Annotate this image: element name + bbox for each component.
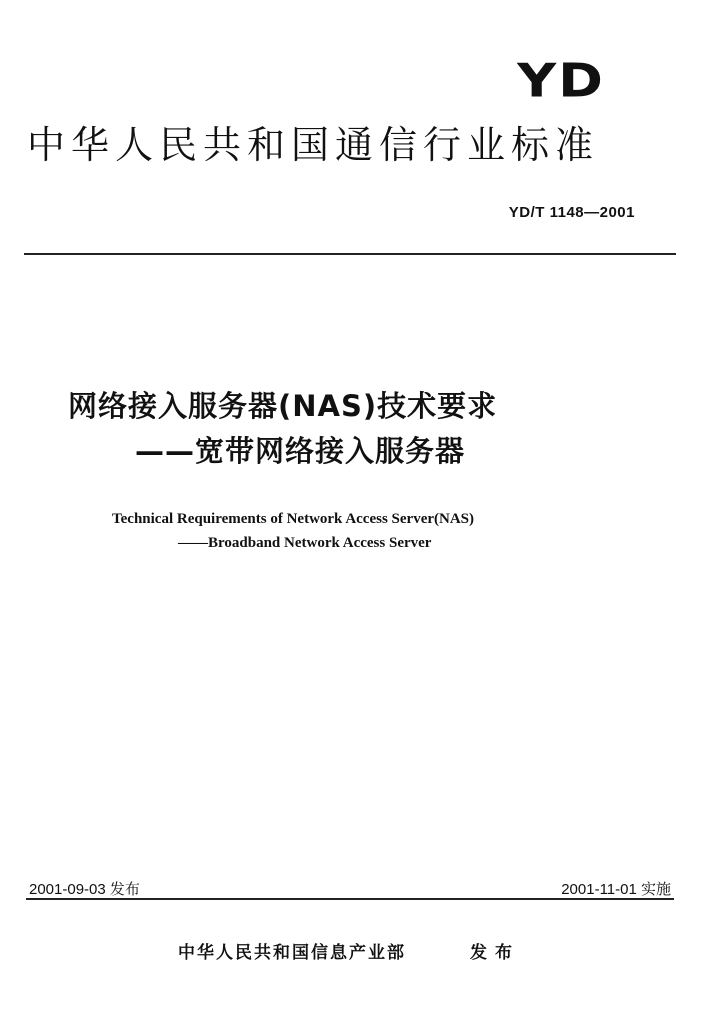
footer-divider (26, 898, 674, 900)
chinese-title-line-1: 网络接入服务器(NAS)技术要求 (68, 389, 498, 423)
publish-label: 发布 (470, 943, 520, 963)
standard-number: YD/T 1148—2001 (508, 204, 635, 221)
implementation-date: 2001-11-01 实施 (561, 881, 671, 898)
chinese-title-line-2: ——宽带网络接入服务器 (135, 434, 466, 468)
header-divider (24, 253, 676, 255)
issue-date: 2001-09-03 发布 (29, 881, 140, 898)
english-title-line-1: Technical Requirements of Network Access Server(NAS) (112, 511, 475, 527)
english-title-line-2: ——Broadband Network Access Server (178, 535, 432, 551)
org-title: 中华人民共和国通信行业标准 (27, 123, 600, 167)
publisher: 中华人民共和国信息产业部 (178, 943, 406, 963)
yd-logo: YD (517, 53, 605, 108)
